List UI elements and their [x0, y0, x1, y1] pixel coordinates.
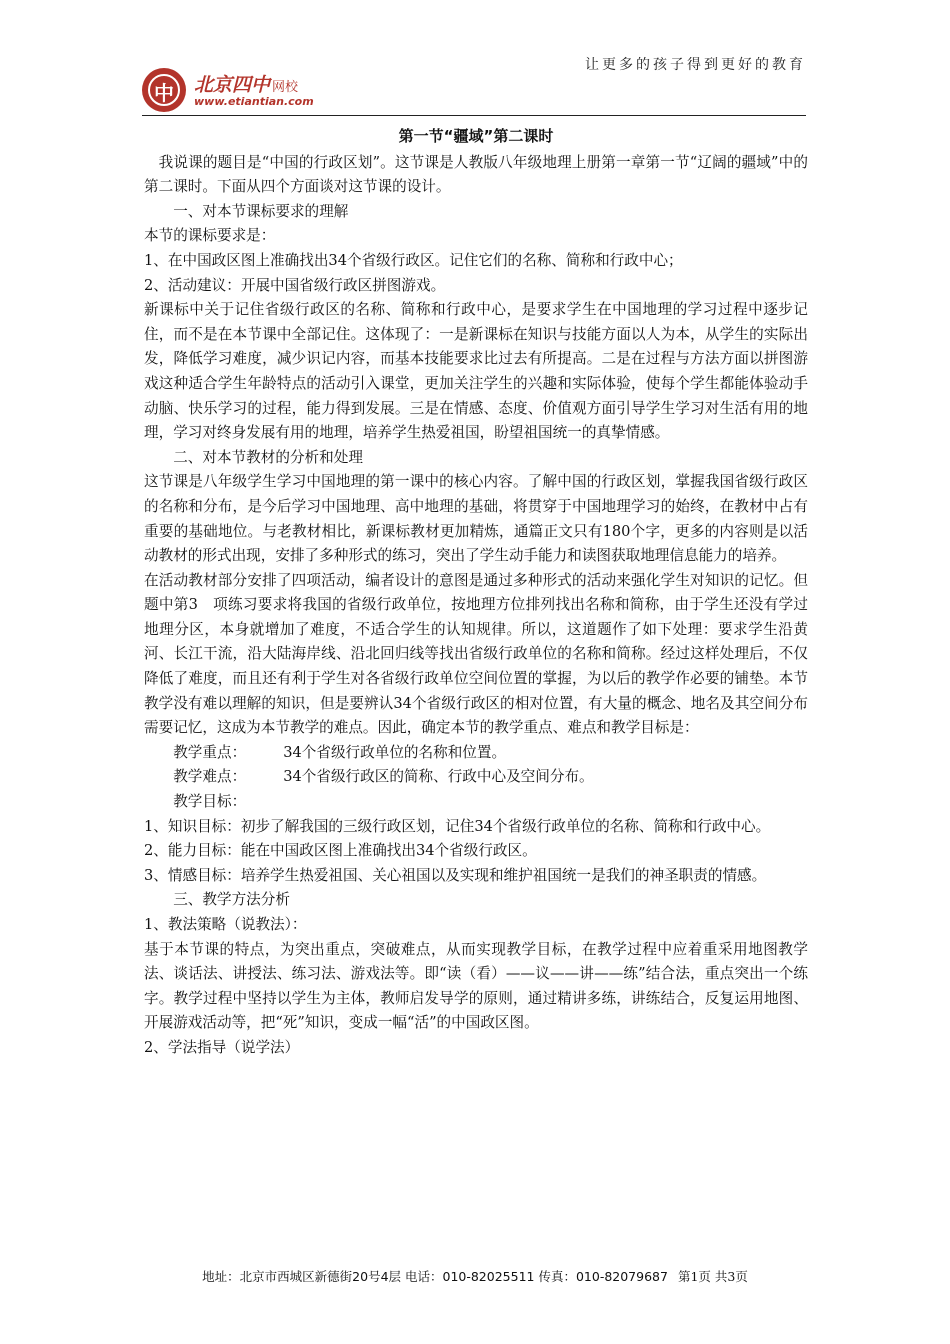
document-title: 第一节“疆域”第二课时: [398, 127, 554, 145]
paragraph: 在活动教材部分安排了四项活动，编者设计的意图是通过多种形式的活动来强化学生对知识的记忆。但题中第3 项练习要求将我国的省级行政单位，按地理方位排列找出名称和简称，由于学生还没有学过地理分区，本身就增加了难度，不适合学生的认知规律。所以，这道题作了如下处理：要求学生沿黄河、长江干流，沿大陆海岸线、沿北回归线等找出省级行政单位的名称和简称。经过这样处理后，不仅降低了难度，而且还有利于学生对各省级行政单位空间位置的掌握，为以后的教学作必要的铺垫。本节教学没有难以理解的知识，但是要辨认34个省级行政区的相对位置，有大量的概念、地名及其空间分布需要记忆，这成为本节教学的难点。因此，确定本节的教学重点、难点和教学目标是：: [144, 571, 808, 737]
document-body: [144, 124, 808, 1061]
logo-suffix: 网校: [272, 80, 299, 95]
paragraph-group-2: [144, 815, 808, 1061]
page-footer: [0, 1267, 950, 1285]
key-point-difficulty: [144, 765, 808, 790]
focus-label: 教学重点：: [173, 743, 247, 761]
logo-name-text: 北京四中: [194, 74, 271, 96]
paragraph-group-1: [144, 151, 808, 741]
logo-emblem-icon: 中: [142, 68, 186, 112]
difficulty-text: 34个省级行政区的简称、行政中心及空间分布。: [283, 768, 594, 786]
paragraph: 1、知识目标：初步了解我国的三级行政区划，记住34个省级行政单位的名称、简称和行政中心。: [144, 817, 771, 835]
logo-url: www.etiantian.com: [194, 95, 314, 108]
paragraph: 本节的课标要求是：: [144, 227, 276, 245]
key-point-focus: [144, 741, 808, 766]
header-slogan: 让更多的孩子得到更好的教育: [585, 57, 806, 73]
paragraph: 2、学法指导（说学法）: [144, 1038, 300, 1056]
paragraph: 这节课是八年级学生学习中国地理的第一课中的核心内容。了解中国的行政区划，掌握我国省级行政区的名称和分布，是今后学习中国地理、高中地理的基础，将贯穿于中国地理学习的始终，在教材中占有重要的基础地位。与老教材相比，新课标教材更加精炼，通篇正文只有180个字，更多的内容则是以活动教材的形式出现，安排了多种形式的练习，突出了学生动手能力和读图获取地理信息能力的培养。: [144, 473, 808, 565]
paragraph: 2、能力目标：能在中国政区图上准确找出34个省级行政区。: [144, 842, 537, 860]
school-logo[interactable]: [142, 68, 314, 114]
page-header: [142, 40, 806, 116]
paragraph: 新课标中关于记住省级行政区的名称、简称和行政中心，是要求学生在中国地理的学习过程中逐步记住，而不是在本节课中全部记住。这体现了：一是新课标在知识与技能方面以人为本，从学生的实际出发，降低学习难度，减少识记内容，而基本技能要求比过去有所提高。二是在过程与方法方面以拼图游戏这种适合学生年龄特点的活动引入课堂，更加关注学生的兴趣和实际体验，使每个学生都能体验动手动脑、快乐学习的过程，能力得到发展。三是在情感、态度、价值观方面引导学生学习对生活有用的地理，学习对终身发展有用的地理，培养学生热爱祖国，盼望祖国统一的真挚情感。: [144, 301, 808, 442]
section-heading: 三、教学方法分析: [173, 891, 290, 909]
section-heading: 二、对本节教材的分析和处理: [173, 448, 363, 466]
goals-label: 教学目标：: [173, 793, 247, 811]
paragraph: 1、在中国政区图上准确找出34个省级行政区。记住它们的名称、简称和行政中心；: [144, 251, 683, 269]
section-heading: 一、对本节课标要求的理解: [173, 202, 349, 220]
logo-name: [194, 70, 298, 97]
focus-text: 34个省级行政单位的名称和位置。: [283, 743, 507, 761]
header-divider: [142, 115, 806, 116]
paragraph: 1、教法策略（说教法）：: [144, 916, 307, 933]
key-point-goals: [144, 790, 808, 815]
paragraph: 基于本节课的特点，为突出重点，突破难点，从而实现教学目标，在教学过程中应着重采用地图教学法、谈话法、讲授法、练习法、游戏法等。即“读（看）——议——讲——练”结合法，重点突出一个练字。教学过程中坚持以学生为主体，教师启发导学的原则，通过精讲多练，讲练结合，反复运用地图、开展游戏活动等，把“死”知识，变成一幅“活”的中国政区图。: [144, 940, 808, 1032]
difficulty-label: 教学难点：: [173, 768, 247, 786]
paragraph: 我说课的题目是“中国的行政区划”。这节课是人教版八年级地理上册第一章第一节“辽阔的疆域”中的第二课时。下面从四个方面谈对这节课的设计。: [144, 153, 808, 196]
page-number: 第1页 共3页: [677, 1269, 748, 1284]
paragraph: 3、情感目标：培养学生热爱祖国、关心祖国以及实现和维护祖国统一是我们的神圣职责的情感。: [144, 866, 767, 884]
paragraph: 2、活动建议：开展中国省级行政区拼图游戏。: [144, 276, 446, 294]
footer-address: 地址：北京市西城区新德街20号4层 电话：010-82025511 传真：010-82079687: [202, 1269, 668, 1284]
